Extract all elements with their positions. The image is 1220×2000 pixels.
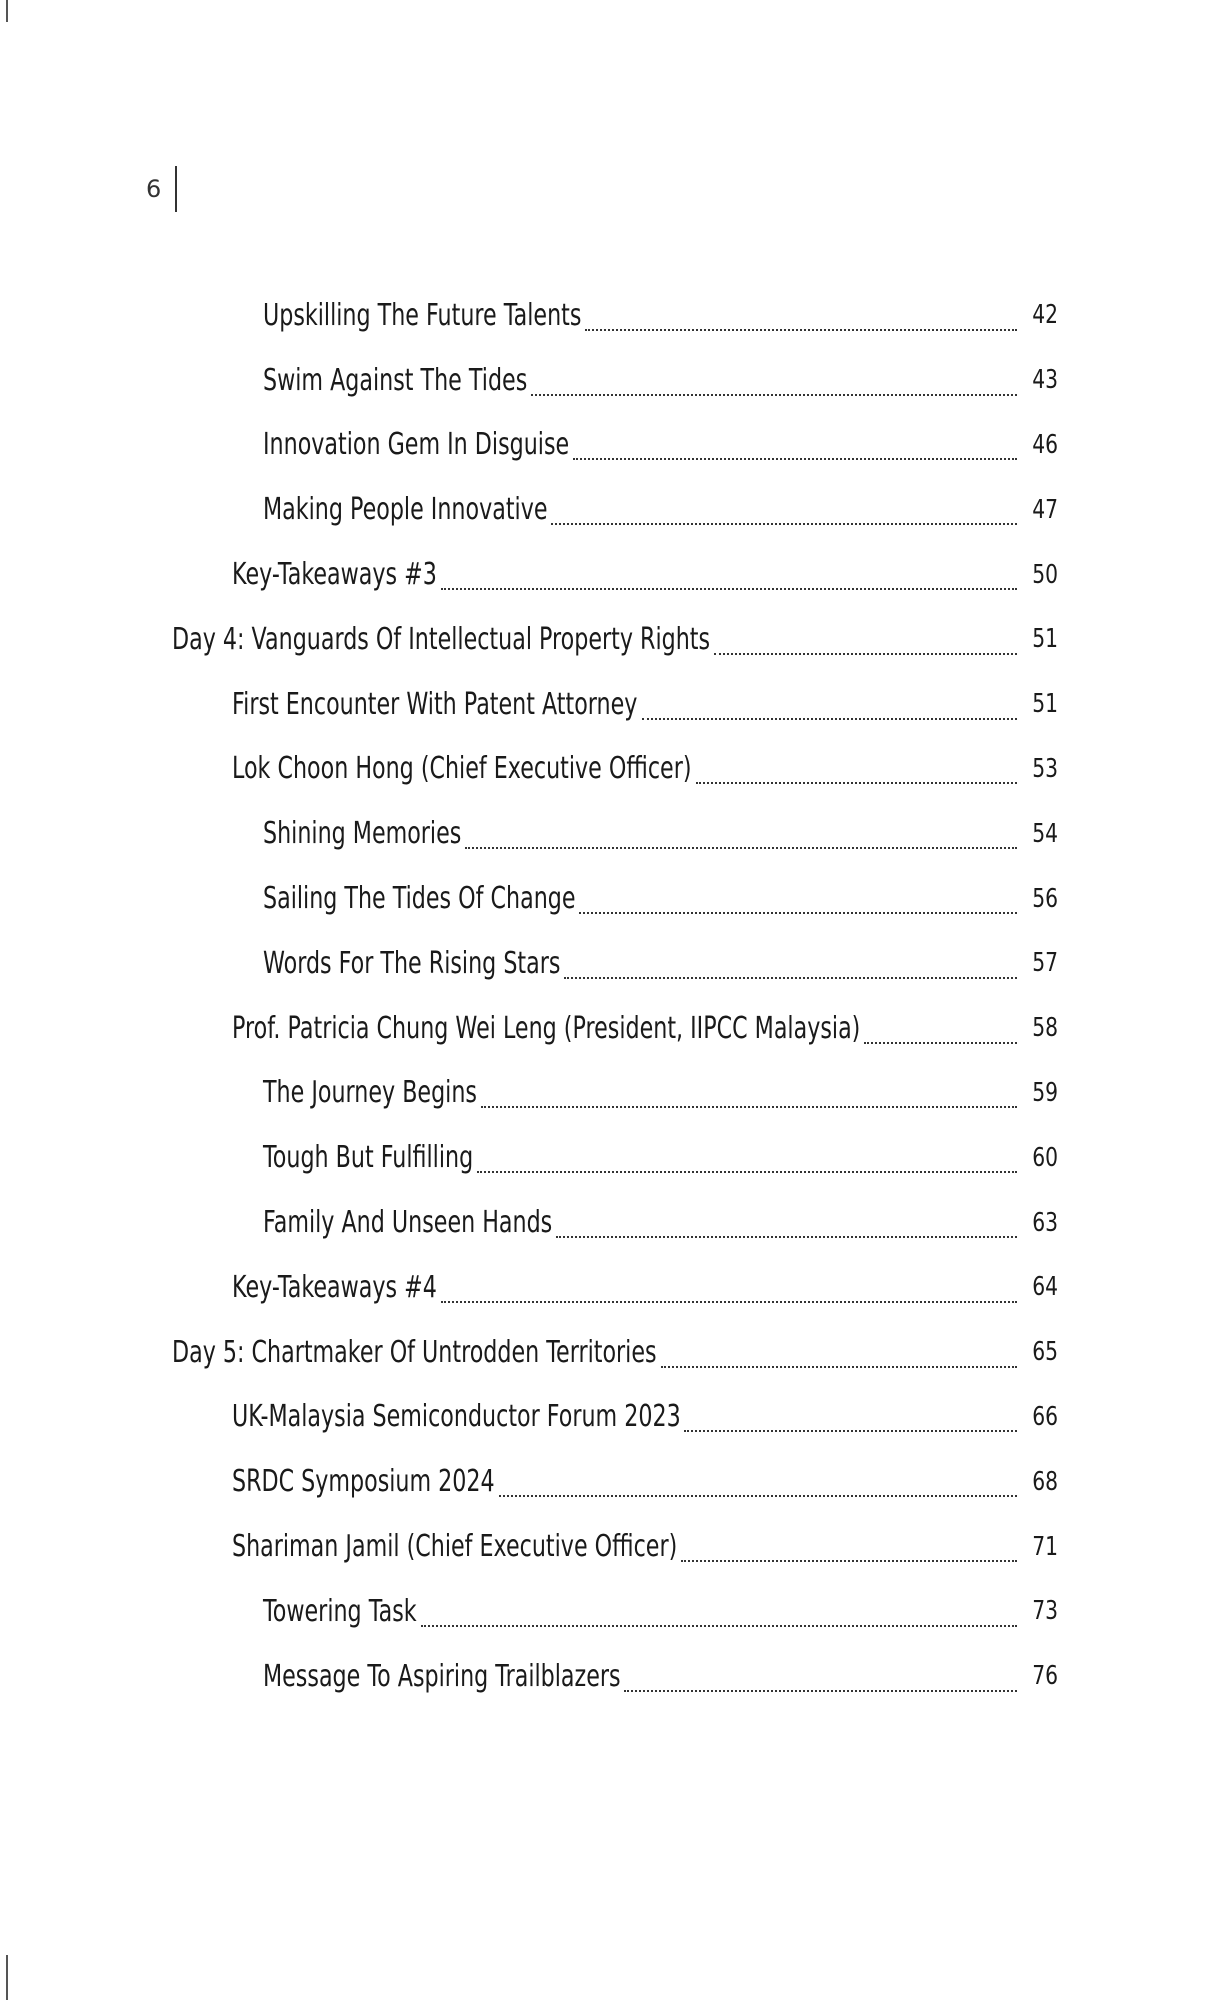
toc-entry[interactable] (0, 931, 1220, 996)
toc-entry-page-number: 73 (1032, 1596, 1058, 1627)
toc-entry-page-number: 64 (1032, 1272, 1058, 1303)
toc-entry[interactable] (0, 866, 1220, 931)
toc-entry[interactable] (0, 1579, 1220, 1644)
toc-dot-leader (531, 394, 1017, 396)
toc-entry-page-number: 56 (1032, 883, 1058, 914)
toc-entry[interactable] (0, 801, 1220, 866)
toc-dot-leader (661, 1366, 1017, 1368)
toc-entry[interactable] (0, 737, 1220, 802)
toc-entry-page-number: 60 (1032, 1142, 1058, 1173)
toc-entry-page-number: 46 (1032, 429, 1058, 460)
toc-entry[interactable] (0, 1255, 1220, 1320)
toc-entry[interactable] (0, 283, 1220, 348)
toc-dot-leader (551, 523, 1017, 525)
toc-entry-page-number: 76 (1032, 1661, 1058, 1692)
toc-entry[interactable] (0, 477, 1220, 542)
toc-dot-leader (624, 1690, 1017, 1692)
toc-entry-page-number: 63 (1032, 1207, 1058, 1238)
toc-entry-page-number: 43 (1032, 365, 1058, 396)
toc-entry-title: SRDC Symposium 2024 (232, 1464, 495, 1500)
toc-entry-page-number: 65 (1032, 1337, 1058, 1368)
toc-dot-leader (864, 1042, 1017, 1044)
header-rule (175, 166, 177, 212)
toc-entry-title: Making People Innovative (263, 492, 548, 528)
toc-entry[interactable] (0, 1320, 1220, 1385)
toc-entry-page-number: 58 (1032, 1013, 1058, 1044)
toc-entry-title: The Journey Begins (263, 1075, 477, 1111)
toc-entry-page-number: 71 (1032, 1531, 1058, 1562)
toc-entry-page-number: 66 (1032, 1401, 1058, 1432)
toc-dot-leader (465, 847, 1017, 849)
toc-entry[interactable] (0, 1061, 1220, 1126)
toc-entry-page-number: 68 (1032, 1466, 1058, 1497)
toc-entry[interactable] (0, 1514, 1220, 1579)
toc-entry-title: Words For The Rising Stars (263, 945, 561, 981)
toc-dot-leader (585, 329, 1017, 331)
toc-dot-leader (684, 1430, 1016, 1432)
toc-dot-leader (681, 1560, 1016, 1562)
toc-dot-leader (573, 458, 1017, 460)
toc-entry-title: Key-Takeaways #4 (232, 1269, 437, 1305)
toc-entry[interactable] (0, 672, 1220, 737)
toc-entry-title: Prof. Patricia Chung Wei Leng (President, IIPCC Malaysia) (232, 1010, 861, 1046)
toc-entry-page-number: 51 (1032, 689, 1058, 720)
toc-entry[interactable] (0, 1449, 1220, 1514)
toc-entry[interactable] (0, 348, 1220, 413)
crop-mark-bottom (6, 1955, 8, 2000)
toc-entry-title: Message To Aspiring Trailblazers (263, 1658, 621, 1694)
page-header (146, 166, 177, 212)
toc-dot-leader (481, 1106, 1017, 1108)
page-number: 6 (146, 175, 162, 203)
toc-entry-page-number: 53 (1032, 753, 1058, 784)
toc-entry-title: Towering Task (263, 1593, 417, 1629)
toc-entry[interactable] (0, 1125, 1220, 1190)
toc-entry[interactable] (0, 1385, 1220, 1450)
toc-dot-leader (642, 718, 1017, 720)
toc-entry-page-number: 59 (1032, 1077, 1058, 1108)
toc-dot-leader (714, 653, 1017, 655)
toc-entry-title: Shariman Jamil (Chief Executive Officer) (232, 1529, 678, 1565)
toc-entry-title: Swim Against The Tides (263, 362, 528, 398)
toc-entry-page-number: 42 (1032, 300, 1058, 331)
toc-entry-title: Upskilling The Future Talents (263, 297, 582, 333)
toc-entry-title: UK-Malaysia Semiconductor Forum 2023 (232, 1399, 681, 1435)
toc-entry-page-number: 50 (1032, 559, 1058, 590)
toc-entry-page-number: 57 (1032, 948, 1058, 979)
toc-entry[interactable] (0, 607, 1220, 672)
toc-dot-leader (556, 1236, 1017, 1238)
toc-dot-leader (499, 1495, 1017, 1497)
toc-entry-title: First Encounter With Patent Attorney (232, 686, 638, 722)
toc-entry-title: Tough But Fulfilling (263, 1140, 474, 1176)
toc-entry-page-number: 51 (1032, 624, 1058, 655)
toc-entry-title: Day 4: Vanguards Of Intellectual Property Rights (172, 621, 711, 657)
toc-entry-title: Lok Choon Hong (Chief Executive Officer) (232, 751, 692, 787)
toc-dot-leader (441, 1301, 1017, 1303)
toc-dot-leader (564, 977, 1016, 979)
toc-entry-title: Innovation Gem In Disguise (263, 427, 570, 463)
toc-entry-page-number: 47 (1032, 494, 1058, 525)
table-of-contents (0, 283, 1220, 1709)
toc-entry[interactable] (0, 1644, 1220, 1709)
toc-entry-title: Family And Unseen Hands (263, 1205, 553, 1241)
toc-entry[interactable] (0, 413, 1220, 478)
toc-entry-page-number: 54 (1032, 818, 1058, 849)
toc-entry[interactable] (0, 996, 1220, 1061)
toc-entry-title: Day 5: Chartmaker Of Untrodden Territories (172, 1334, 657, 1370)
crop-mark-top (6, 0, 8, 22)
toc-dot-leader (579, 912, 1017, 914)
toc-entry-title: Key-Takeaways #3 (232, 557, 437, 593)
toc-entry-title: Sailing The Tides Of Change (263, 881, 576, 917)
toc-dot-leader (696, 782, 1017, 784)
toc-dot-leader (421, 1625, 1017, 1627)
toc-entry[interactable] (0, 542, 1220, 607)
toc-entry-title: Shining Memories (263, 816, 462, 852)
toc-dot-leader (441, 588, 1017, 590)
toc-dot-leader (477, 1171, 1017, 1173)
toc-entry[interactable] (0, 1190, 1220, 1255)
